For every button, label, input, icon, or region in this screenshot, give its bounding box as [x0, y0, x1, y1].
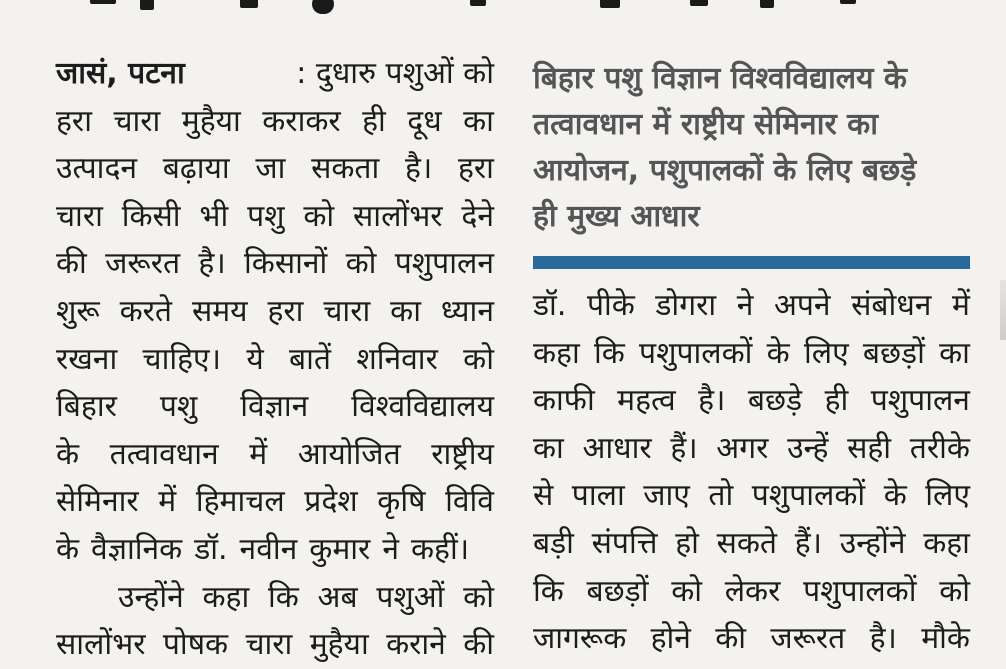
article-left-column — [56, 50, 494, 663]
word: है। — [404, 151, 433, 187]
body-text-line — [56, 431, 494, 479]
headline-line: बिहार पशु विज्ञान विश्वविद्यालय के — [533, 61, 907, 96]
word: बातें — [289, 341, 332, 377]
word: लिए — [925, 478, 970, 514]
word: में — [249, 436, 268, 472]
dateline: जासं, पटना — [56, 56, 185, 91]
word: जाए — [643, 478, 690, 514]
word: की — [56, 246, 87, 282]
word: तो — [708, 478, 734, 514]
body-text-line — [533, 425, 970, 473]
word: कहा — [923, 525, 970, 561]
body-text-line — [56, 240, 494, 288]
word: कराकर — [262, 103, 341, 139]
word: विश्वविद्यालय — [351, 389, 494, 425]
body-text-line — [533, 568, 970, 616]
word: महत्व — [617, 383, 676, 419]
word: बिहार — [56, 389, 117, 425]
word: जरूरत — [770, 621, 846, 657]
word: के — [56, 531, 80, 567]
word: पशु — [247, 198, 285, 234]
word: किसानों — [244, 246, 328, 282]
body-text-line — [56, 98, 494, 146]
word: का — [939, 335, 970, 371]
body-text-line — [533, 615, 970, 663]
word: उन्हें — [787, 430, 829, 466]
word: कराने — [386, 627, 446, 663]
word: तरीके — [909, 430, 970, 466]
word: को — [939, 573, 970, 609]
word: शुरू — [56, 293, 100, 329]
word: राष्ट्रीय — [431, 436, 494, 472]
word: पशुपालकों — [803, 573, 917, 609]
word: है। — [698, 383, 726, 419]
word: डोगरा — [655, 288, 717, 323]
word: आयोजित — [297, 436, 401, 472]
word: दूध — [407, 103, 442, 139]
word: की — [715, 621, 747, 657]
word: कृषि — [377, 484, 426, 520]
word: का — [390, 293, 421, 329]
word: हो — [675, 525, 699, 561]
body-text-line — [533, 377, 970, 425]
word: ने — [736, 288, 754, 323]
word: तत्वावधान — [109, 436, 219, 472]
previous-article-fragment — [0, 0, 1006, 16]
word: होने — [650, 621, 691, 657]
word: जागरूक — [533, 621, 627, 657]
word: के — [883, 478, 907, 514]
word: पशुपालन — [394, 246, 494, 282]
body-text-line — [533, 282, 970, 330]
word: पशुपालन — [870, 383, 970, 419]
body-text-line — [533, 520, 970, 568]
word: सालोंभर — [353, 198, 443, 234]
word: बछड़ों — [586, 573, 649, 609]
word: पशुओं — [376, 579, 445, 615]
word: अपने — [773, 288, 831, 323]
word: को — [463, 341, 494, 377]
word: कुमार — [309, 531, 371, 567]
word: किसी — [121, 198, 181, 234]
word: प्रदेश — [304, 484, 358, 520]
word: कहीं। — [410, 531, 470, 567]
body-text-line — [533, 472, 970, 520]
word: अब — [317, 579, 358, 615]
word: को — [671, 573, 703, 609]
word: बढ़ाया — [162, 151, 230, 187]
word: पाला — [571, 478, 625, 514]
word: उन्होंने — [839, 525, 906, 561]
word: चारा — [56, 198, 103, 234]
word: विवि — [445, 484, 494, 520]
word: बछड़े — [747, 383, 803, 419]
body-text-line: : दुधारु पशुओं को — [296, 56, 494, 91]
word: पशुपालकों — [751, 478, 866, 514]
word: है। — [198, 246, 226, 282]
word: समय — [191, 293, 248, 329]
word: सकते — [716, 525, 778, 561]
word: करते — [119, 293, 173, 329]
word: कहा — [202, 579, 250, 615]
headline-rule — [533, 256, 970, 269]
word: सेमिनार — [56, 484, 139, 520]
body-text-line — [56, 336, 494, 384]
word: चारा — [245, 627, 293, 663]
article-headline — [533, 56, 973, 240]
body-text-line — [56, 193, 494, 241]
word: कहा — [533, 335, 580, 371]
word: मुहैया — [309, 627, 369, 663]
word: ही — [362, 103, 386, 139]
word: ये — [246, 341, 264, 377]
word: संबोधन — [851, 288, 932, 323]
word: की — [463, 627, 494, 663]
body-text-line — [56, 526, 494, 574]
word: से — [533, 478, 554, 514]
word: रखना — [56, 341, 118, 377]
word: जरूरत — [105, 246, 181, 282]
word: का — [463, 103, 494, 139]
word: का — [533, 430, 564, 466]
body-text-line — [56, 383, 494, 431]
word: मुहैया — [181, 103, 241, 139]
word: डॉ. — [533, 288, 567, 323]
word: लेकर — [724, 573, 781, 609]
word: वैज्ञानिक — [91, 531, 183, 567]
word: में — [158, 484, 177, 520]
word: हैं। — [794, 525, 823, 561]
word: अगर — [716, 430, 769, 466]
word: काफी — [533, 383, 595, 419]
word: कि — [533, 573, 564, 609]
word: सही — [847, 430, 892, 466]
word: पशुपालकों — [639, 335, 753, 371]
word: डॉ. — [194, 531, 228, 567]
word: में — [952, 288, 970, 323]
word: लिए — [803, 335, 849, 371]
word: चारा — [113, 103, 161, 139]
word: पशु — [159, 389, 198, 425]
word: संपत्ति — [591, 525, 658, 561]
body-text-line — [56, 621, 494, 669]
word: हिमाचल — [195, 484, 285, 520]
word: सकता — [311, 151, 380, 187]
body-text-line — [56, 288, 494, 336]
word: उन्होंने — [118, 579, 184, 615]
word: शनिवार — [356, 341, 438, 377]
word: ध्यान — [440, 293, 494, 329]
word: हरा — [267, 293, 304, 329]
word: ही — [824, 383, 849, 419]
word: देने — [461, 198, 494, 234]
word: कि — [267, 579, 299, 615]
word: के — [766, 335, 790, 371]
word: नवीन — [239, 531, 298, 567]
word: पोषक — [162, 627, 229, 663]
headline-line: आयोजन, पशुपालकों के लिए बछड़े — [533, 153, 917, 188]
word: को — [463, 579, 494, 615]
word: मौके — [921, 621, 970, 657]
word: चारा — [323, 293, 371, 329]
headline-line: तत्वावधान में राष्ट्रीय सेमिनार का — [533, 107, 878, 142]
word: हरा — [457, 151, 494, 187]
word: है। — [869, 621, 897, 657]
word: के — [56, 436, 80, 472]
word: को — [303, 198, 335, 234]
article-right-column — [533, 282, 970, 657]
word: बछड़ों — [862, 335, 925, 371]
word: ने — [382, 531, 399, 567]
body-text-line — [56, 574, 494, 622]
word: हैं। — [670, 430, 698, 466]
word: भी — [199, 198, 229, 234]
page-edge — [1000, 280, 1006, 340]
word: उत्पादन — [56, 151, 138, 187]
body-text-line — [56, 145, 494, 193]
dateline-line — [56, 50, 494, 98]
word: बड़ी — [533, 525, 574, 561]
word: जा — [255, 151, 286, 187]
word: को — [345, 246, 377, 282]
word: विज्ञान — [240, 389, 309, 425]
body-text-line — [56, 478, 494, 526]
word: हरा — [56, 103, 92, 139]
word: आधार — [582, 430, 652, 466]
word: चाहिए। — [142, 341, 222, 377]
headline-line: ही मुख्य आधार — [533, 199, 700, 234]
word: कि — [593, 335, 625, 371]
word: पीके — [586, 288, 635, 323]
body-text-line — [533, 330, 970, 378]
word: सालोंभर — [56, 627, 146, 663]
